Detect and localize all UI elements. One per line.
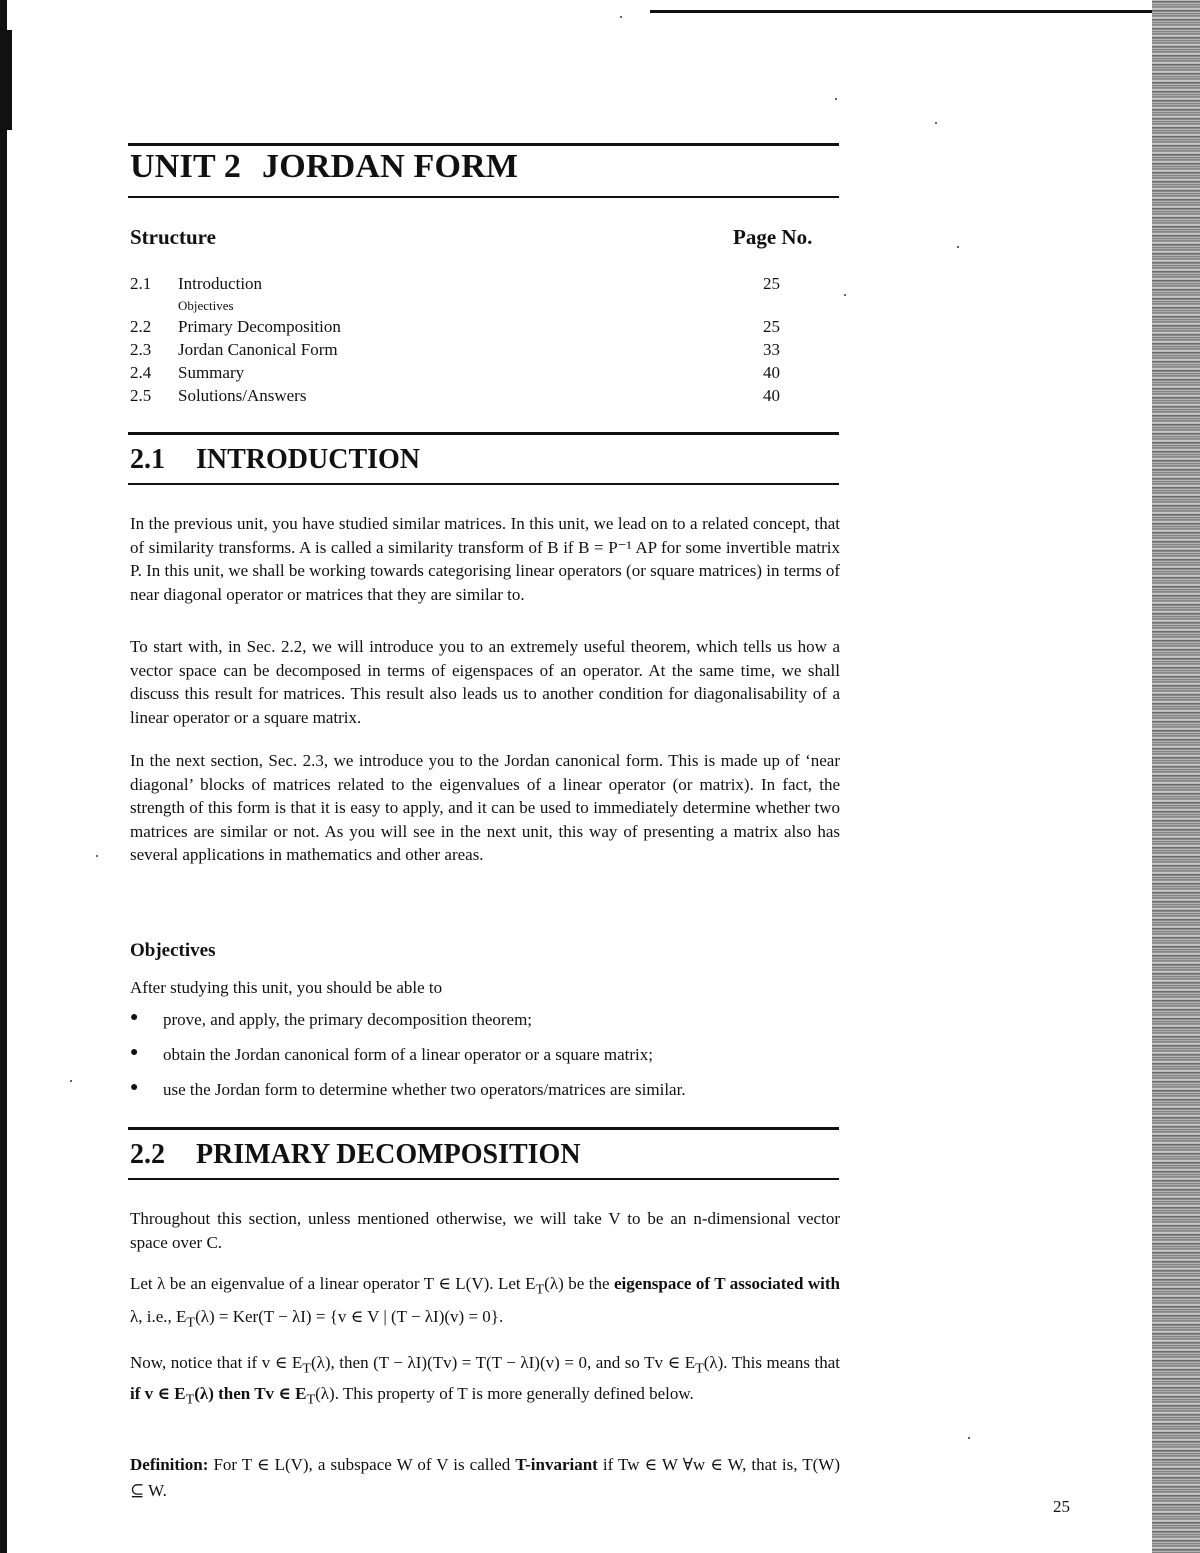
intro-paragraph-2: To start with, in Sec. 2.2, we will introduce you to an extremely useful theorem, which tells us how a vector space can be decomposed in terms of eigenspaces of an operator. At the same time, we shall discuss this result for matrices. This result also leads us to another condition for diagonalisability of a linear operator or a square matrix. xyxy=(130,637,840,727)
text-run: λ, i.e., E xyxy=(130,1307,187,1327)
toc-entry-title: Summary xyxy=(178,363,245,382)
text-run: (λ). This means that xyxy=(703,1353,840,1372)
toc-entry-number: 2.5 xyxy=(130,386,152,405)
text-run: (λ) = Ker(T − λI) = {v ∈ V | (T − λI)(v) = 0}. xyxy=(195,1307,504,1327)
toc-entry-title: Primary Decomposition xyxy=(178,317,341,336)
objective-item xyxy=(130,1045,830,1080)
unit-label: UNIT 2 xyxy=(130,148,242,185)
bold-text: eigenspace of T associated with xyxy=(614,1274,841,1293)
scan-speck xyxy=(620,16,622,18)
subscript: T xyxy=(695,1360,704,1377)
subscript: T xyxy=(535,1281,545,1298)
toc-entry-title: Objectives xyxy=(178,298,234,313)
subscript: T xyxy=(185,1391,195,1408)
decomposition-paragraph-1: Throughout this section, unless mentioned otherwise, we will take V to be an n-dimensional vector space over C. xyxy=(130,1209,840,1252)
section-title: INTRODUCTION xyxy=(196,444,421,475)
bullet-icon: ● xyxy=(130,1010,139,1025)
invariance-paragraph xyxy=(130,1350,840,1413)
section-title: PRIMARY DECOMPOSITION xyxy=(196,1139,581,1170)
scan-border-left-notch xyxy=(7,30,12,130)
scan-speck xyxy=(935,122,937,124)
rule-section-top xyxy=(128,1127,839,1130)
definition-label: Definition: xyxy=(130,1455,209,1474)
unit-title: JORDAN FORM xyxy=(262,148,519,185)
bold-text: T-invariant xyxy=(515,1455,598,1474)
scan-speck xyxy=(844,294,846,296)
bold-text: if v ∈ E xyxy=(130,1384,186,1404)
intro-paragraph-1: In the previous unit, you have studied similar matrices. In this unit, we lead on to a related concept, that of similarity transforms. A is called a similarity transform of B if B = P⁻¹ AP for some invertible matrix P. In this unit, we shall be working towards categorising linear operators (or square matrices) in terms of near diagonal operator or matrices that they are similar to. xyxy=(130,514,840,604)
toc-entry-page: 40 xyxy=(763,386,780,405)
toc-entry-title: Introduction xyxy=(178,274,263,293)
toc-entry xyxy=(130,317,790,340)
objective-text: use the Jordan form to determine whether two operators/matrices are similar. xyxy=(163,1080,686,1099)
objectives-list xyxy=(130,1010,830,1115)
toc-entry-page: 40 xyxy=(763,363,780,382)
scan-border-left xyxy=(0,0,7,1553)
scan-speck xyxy=(968,1437,970,1439)
section-number: 2.1 xyxy=(130,444,165,475)
section-number: 2.2 xyxy=(130,1139,165,1170)
objective-item xyxy=(130,1080,830,1115)
page-number: 25 xyxy=(1053,1497,1070,1516)
toc-entry xyxy=(130,274,790,297)
text-run: Let λ be an eigenvalue of a linear operator T ∈ L(V). Let E xyxy=(130,1274,536,1293)
scan-speck xyxy=(957,246,959,248)
objective-text: obtain the Jordan canonical form of a linear operator or a square matrix; xyxy=(163,1045,653,1064)
unit-heading xyxy=(130,148,518,186)
toc-entry-title: Solutions/Answers xyxy=(178,386,307,405)
bold-text: (λ) then Tv ∈ E xyxy=(194,1384,307,1404)
toc-entry-number: 2.3 xyxy=(130,340,152,359)
text-run: Now, notice that if v ∈ E xyxy=(130,1353,303,1372)
definition-paragraph xyxy=(130,1452,840,1504)
objectives-heading: Objectives xyxy=(130,940,216,961)
toc-entry xyxy=(130,363,790,386)
subscript: T xyxy=(302,1360,311,1377)
toc-entry-page: 25 xyxy=(763,274,780,293)
toc-entry xyxy=(130,340,790,363)
text-run: (λ), then (T − λI)(Tv) = T(T − λI)(v) = 0, and so Tv ∈ E xyxy=(310,1353,696,1372)
intro-paragraph-3: In the next section, Sec. 2.3, we introduce you to the Jordan canonical form. This is made up of ‘near diagonal’ blocks of matrices related to the eigenvalues of a linear operator (or matrix). In fact, the strength of this form is that it is easy to apply, and it can be used to immediately determine whether two matrices are similar or not. As you will see in the next unit, this way of presenting a matrix also has several applications in mathematics and other areas. xyxy=(130,751,840,864)
text-run: For T ∈ L(V), a subspace W of V is called xyxy=(208,1455,516,1474)
scan-border-right xyxy=(1152,0,1200,1553)
scan-speck xyxy=(835,98,837,100)
text-run: (λ) be the xyxy=(544,1274,614,1293)
scan-speck xyxy=(96,855,98,857)
toc-entry xyxy=(130,386,790,409)
rule-section-top xyxy=(128,432,839,435)
objective-text: prove, and apply, the primary decomposition theorem; xyxy=(163,1010,533,1029)
rule-section-bottom xyxy=(128,483,839,485)
text-run: (λ). This property of T is more generally defined below. xyxy=(315,1384,694,1404)
toc-entry xyxy=(130,297,790,317)
eigenspace-paragraph xyxy=(130,1270,840,1337)
bullet-icon: ● xyxy=(130,1045,139,1060)
rule-unit-top xyxy=(128,143,839,146)
subscript: T xyxy=(306,1391,316,1408)
objective-item xyxy=(130,1010,830,1045)
structure-heading: Structure xyxy=(130,225,216,249)
section-heading-introduction xyxy=(130,444,420,476)
bullet-icon: ● xyxy=(130,1080,139,1095)
rule-section-bottom xyxy=(128,1178,839,1180)
toc-entry-number: 2.2 xyxy=(130,317,152,336)
toc-entry-title: Jordan Canonical Form xyxy=(178,340,338,359)
scan-speck xyxy=(70,1080,72,1082)
rule-unit-bottom xyxy=(128,196,839,198)
section-heading-primary-decomposition xyxy=(130,1139,581,1171)
table-of-contents xyxy=(130,274,790,409)
toc-entry-page: 33 xyxy=(763,340,780,359)
objectives-intro: After studying this unit, you should be able to xyxy=(130,978,443,997)
toc-entry-number: 2.1 xyxy=(130,274,152,293)
subscript: T xyxy=(186,1314,196,1331)
page-number-heading: Page No. xyxy=(733,225,813,249)
toc-entry-page: 25 xyxy=(763,317,780,336)
text-run: if Tw ∈ W ∀w ∈ W, that is, T(W) ⊆ W. xyxy=(130,1455,841,1500)
scan-border-top xyxy=(650,10,1155,13)
toc-entry-number: 2.4 xyxy=(130,363,152,382)
